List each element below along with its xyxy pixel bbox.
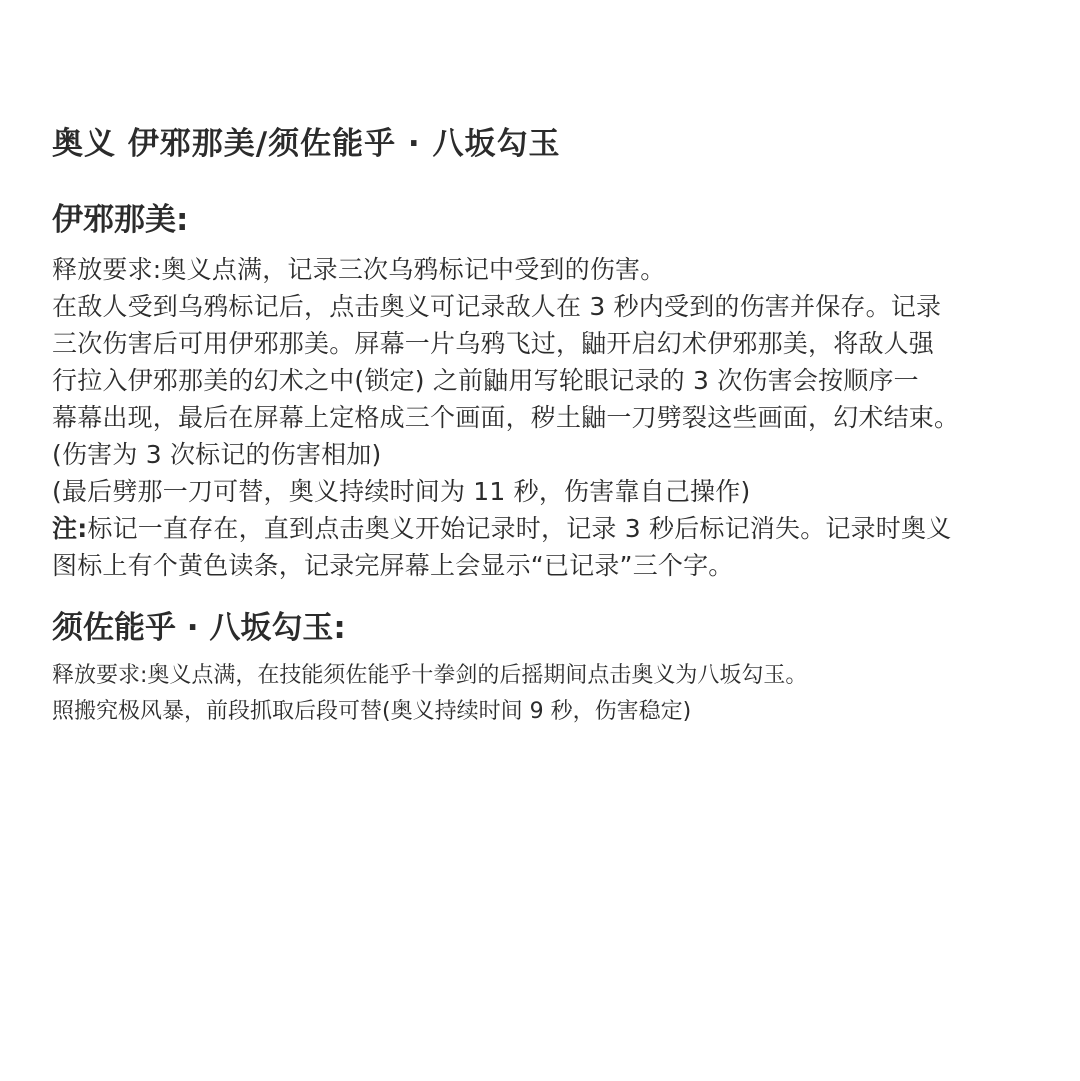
- note-line: [52, 510, 1052, 547]
- body-line: 幕幕出现，最后在屏幕上定格成三个画面，秽土鼬一刀劈裂这些画面，幻术结束。: [52, 403, 960, 432]
- body-line: 释放要求:奥义点满，在技能须佐能乎十拳剑的后摇期间点击奥义为八坂勾玉。: [52, 663, 808, 688]
- body-line: 释放要求:奥义点满，记录三次乌鸦标记中受到的伤害。: [52, 255, 666, 284]
- body-line: 照搬究极风暴，前段抓取后段可替(奥义持续时间 9 秒，伤害稳定): [52, 699, 692, 724]
- section-yasaka-body: [52, 658, 1052, 730]
- body-line: (最后劈那一刀可替，奥义持续时间为 11 秒，伤害靠自己操作): [52, 477, 751, 506]
- page-title: 奥义 伊邪那美/须佐能乎 · 八坂勾玉: [52, 126, 561, 162]
- body-line: 在敌人受到乌鸦标记后，点击奥义可记录敌人在 3 秒内受到的伤害并保存。记录: [52, 292, 942, 321]
- body-line: (伤害为 3 次标记的伤害相加): [52, 440, 382, 469]
- section-heading-izanami: 伊邪那美:: [52, 202, 189, 238]
- section-izanami-body: [52, 251, 1052, 584]
- note-line: 图标上有个黄色读条，记录完屏幕上会显示“已记录”三个字。: [52, 551, 734, 580]
- note-label: 注:: [52, 514, 88, 543]
- body-line: 行拉入伊邪那美的幻术之中(锁定) 之前鼬用写轮眼记录的 3 次伤害会按顺序一: [52, 366, 919, 395]
- note-text: 标记一直存在，直到点击奥义开始记录时，记录 3 秒后标记消失。记录时奥义: [87, 514, 952, 543]
- body-line: 三次伤害后可用伊邪那美。屏幕一片乌鸦飞过，鼬开启幻术伊邪那美，将敌人强: [52, 329, 935, 358]
- section-heading-yasaka: 须佐能乎 · 八坂勾玉:: [52, 610, 346, 646]
